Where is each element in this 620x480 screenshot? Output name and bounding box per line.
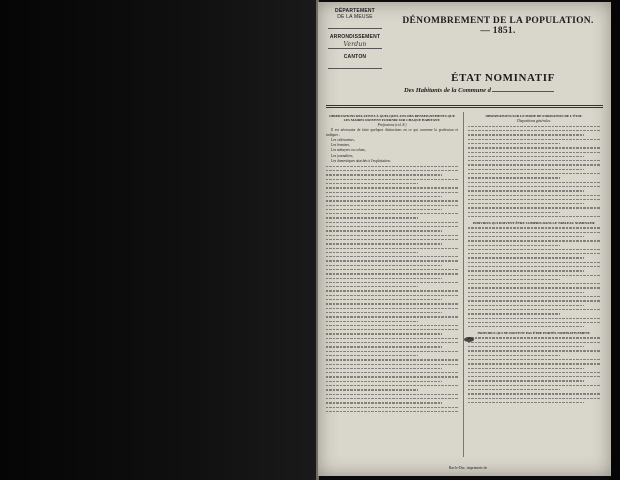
paragraph: Les fermiers,: [331, 143, 350, 148]
administrative-labels: [326, 8, 384, 74]
ink-stain: [464, 337, 474, 342]
observations-left-column: [326, 112, 458, 462]
department-handwritten-field: [328, 21, 382, 29]
column-divider: [463, 112, 464, 457]
paragraph: Les journaliers,: [331, 153, 354, 158]
illegible-text-block: [468, 226, 600, 329]
right-column-subheading: Dispositions générales.: [517, 119, 551, 123]
canton-label: CANTON: [343, 54, 367, 60]
department-label: DÉPARTEMENT: [335, 8, 375, 14]
commune-label: Des Habitants de la Commune d: [404, 87, 491, 94]
left-column-heading: OBSERVATIONS RELATIVES À QUELQUES-UNS DES RENSEIGNEMENTS QUE LES MAIRES DOIVENT FOURNIR SUR CHAQUE HABITANT.: [329, 114, 455, 122]
text-line: [468, 400, 600, 404]
canton-handwritten-field: [328, 61, 382, 69]
commune-line: [404, 87, 604, 94]
left-column-subheading: Professions (col. 8.): [377, 123, 407, 127]
document-title: DÉNOMBREMENT DE LA POPULATION. — 1851.: [402, 16, 594, 36]
arrondissement-label: ARRONDISSEMENT: [329, 34, 381, 40]
section-heading-included: INDIVIDUS QUI DOIVENT ÊTRE COMPRIS DANS LE TABLEAU NOMINATIF.: [472, 220, 596, 225]
illegible-text-block: [468, 336, 600, 405]
header-rule-double: [326, 107, 603, 108]
scan-background-right: [611, 0, 620, 480]
right-column-heading: OBSERVATIONS SUR LE MODE DE FORMATION DE L'ÉTAT.: [485, 114, 583, 118]
arrondissement-handwritten-field: Verdun: [328, 41, 382, 49]
text-line: [468, 215, 600, 219]
printer-footer: Bar-le-Duc, imprimerie de: [448, 466, 488, 470]
paragraph: Les cultivateurs,: [331, 137, 355, 142]
paragraph: Les domestiques attachés à l'exploitation.: [331, 159, 391, 164]
text-line: [326, 409, 458, 413]
paragraph: Il est nécessaire de faire quelques distinctions en ce qui concerne la profession et indiquer :: [326, 128, 458, 137]
header-rule: [326, 105, 603, 106]
department-name: DE LA MEUSE: [337, 14, 373, 20]
section-heading-excluded: INDIVIDUS QUI NE DOIVENT PAS ÊTRE PORTÉS NOMINATIVEMENT.: [477, 330, 591, 335]
paragraph: Les métayers ou colons,: [331, 148, 366, 153]
commune-handwritten-field: [492, 91, 554, 92]
census-form-page: [318, 2, 611, 476]
illegible-text-block: [468, 124, 600, 219]
text-line: [468, 325, 600, 329]
state-title: ÉTAT NOMINATIF: [451, 72, 555, 84]
observations-right-column: [468, 112, 600, 462]
illegible-text-block: [326, 164, 458, 413]
